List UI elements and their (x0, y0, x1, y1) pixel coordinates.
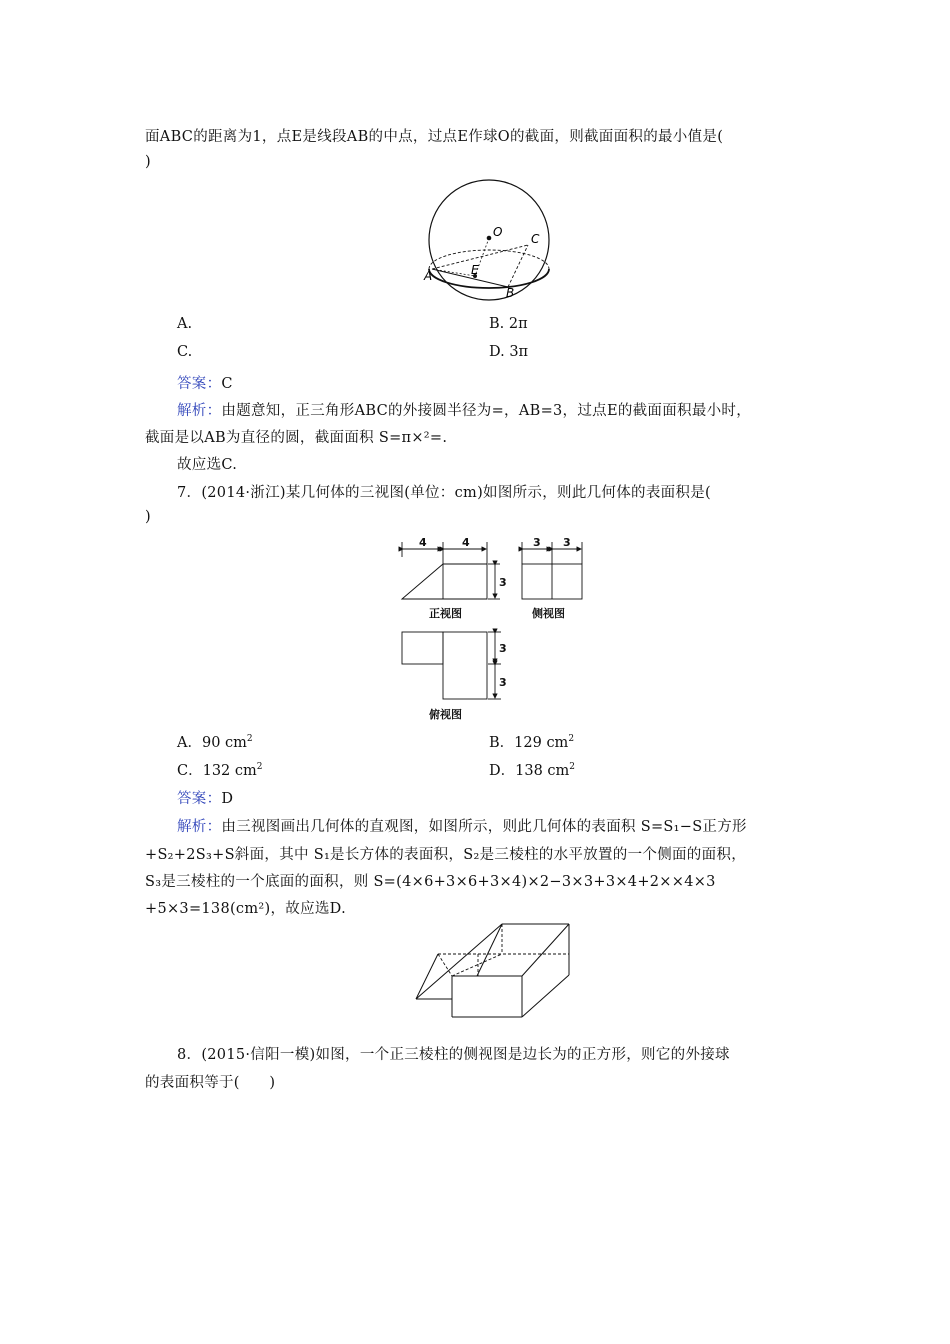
q7-analysis-line2: +S₂+2S₃+S斜面，其中 S₁是长方体的表面积，S₂是三棱柱的水平放置的一个侧面的面积， (145, 847, 746, 863)
q7-text-line2: ) (145, 509, 151, 525)
q6-option-a: A. (177, 316, 193, 332)
edge-AC (432, 245, 528, 269)
label-O: O (493, 225, 503, 239)
q8-text-line1: 8．(2015·信阳一模)如图，一个正三棱柱的侧视图是边长为的正方形，则它的外接球 (177, 1047, 730, 1063)
front-view-shape (402, 564, 487, 599)
solid-figure (412, 920, 572, 1040)
edge-BC (508, 245, 528, 287)
q6-option-d: D. 3π (489, 344, 529, 360)
point-O (487, 236, 492, 241)
q7-option-b: B．129 $cm^2$ (489, 734, 575, 751)
analysis-label: 解析： (177, 403, 222, 419)
q6-analysis-line1 (177, 399, 751, 420)
q6-analysis-line2: 截面是以AB为直径的圆，截面面积 S=π×²=. (145, 430, 448, 446)
dim-label-top-upper: 3 (499, 642, 507, 655)
answer-label: 答案： (177, 376, 222, 392)
dim-label-side-left: 3 (533, 536, 541, 549)
three-views-figure (395, 535, 595, 725)
q7-answer (177, 787, 233, 808)
front-view-title: 正视图 (429, 607, 462, 620)
label-E: E (471, 263, 479, 277)
q8-text-line2: 的表面积等于( ) (145, 1075, 276, 1091)
q7-analysis-line4: +5×3=138(cm²)，故应选D. (145, 901, 346, 917)
sphere-figure (420, 178, 560, 303)
dim-label-side-right: 3 (563, 536, 571, 549)
side-view-title: 侧视图 (532, 607, 565, 620)
answer-value: C (221, 376, 233, 392)
analysis-text: 由三视图画出几何体的直观图，如图所示，则此几何体的表面积 S=S₁−S正方形 (221, 819, 747, 835)
section-ellipse-back (429, 250, 549, 269)
answer-label: 答案： (177, 791, 222, 807)
q7-option-a: A．90 $cm^2$ (177, 734, 253, 751)
q6-text-line2: ) (145, 154, 151, 170)
q7-analysis-line3: S₃是三棱柱的一个底面的面积，则 S=(4×6+3×6+3×4)×2−3×3+3×4+2××4×3 (145, 874, 716, 890)
top-view-left-rect (402, 632, 443, 664)
q7-option-c: C．132 $cm^2$ (177, 762, 263, 779)
label-A: A (424, 269, 433, 283)
q7-analysis-line1 (177, 815, 747, 836)
analysis-text: 由题意知，正三角形ABC的外接圆半径为=，AB=3，过点E的截面面积最小时， (221, 403, 752, 419)
dim-label-front-right: 4 (462, 536, 470, 549)
q7-text-line1: 7．(2014·浙江)某几何体的三视图(单位：cm)如图所示，则此几何体的表面积是( (177, 485, 711, 501)
analysis-label: 解析： (177, 819, 222, 835)
q6-conclusion: 故应选C. (177, 457, 238, 473)
q7-option-d: D．138 $cm^2$ (489, 762, 576, 779)
label-B: B (506, 286, 515, 300)
edge-AB (432, 269, 508, 287)
label-C: C (531, 232, 540, 246)
answer-value: D (221, 791, 234, 807)
q6-answer (177, 372, 233, 393)
dim-label-front-left: 4 (419, 536, 427, 549)
dim-label-top-lower: 3 (499, 676, 507, 689)
top-view-title: 俯视图 (429, 708, 462, 721)
top-view-right-rect (443, 632, 487, 699)
q6-text-line1: 面ABC的距离为1，点E是线段AB的中点，过点E作球O的截面，则截面面积的最小值是( (145, 129, 724, 145)
section-ellipse-front (429, 269, 549, 288)
q6-option-c: C. (177, 344, 193, 360)
q6-option-b: B. 2π (489, 316, 528, 332)
dim-label-front-height: 3 (499, 576, 507, 589)
